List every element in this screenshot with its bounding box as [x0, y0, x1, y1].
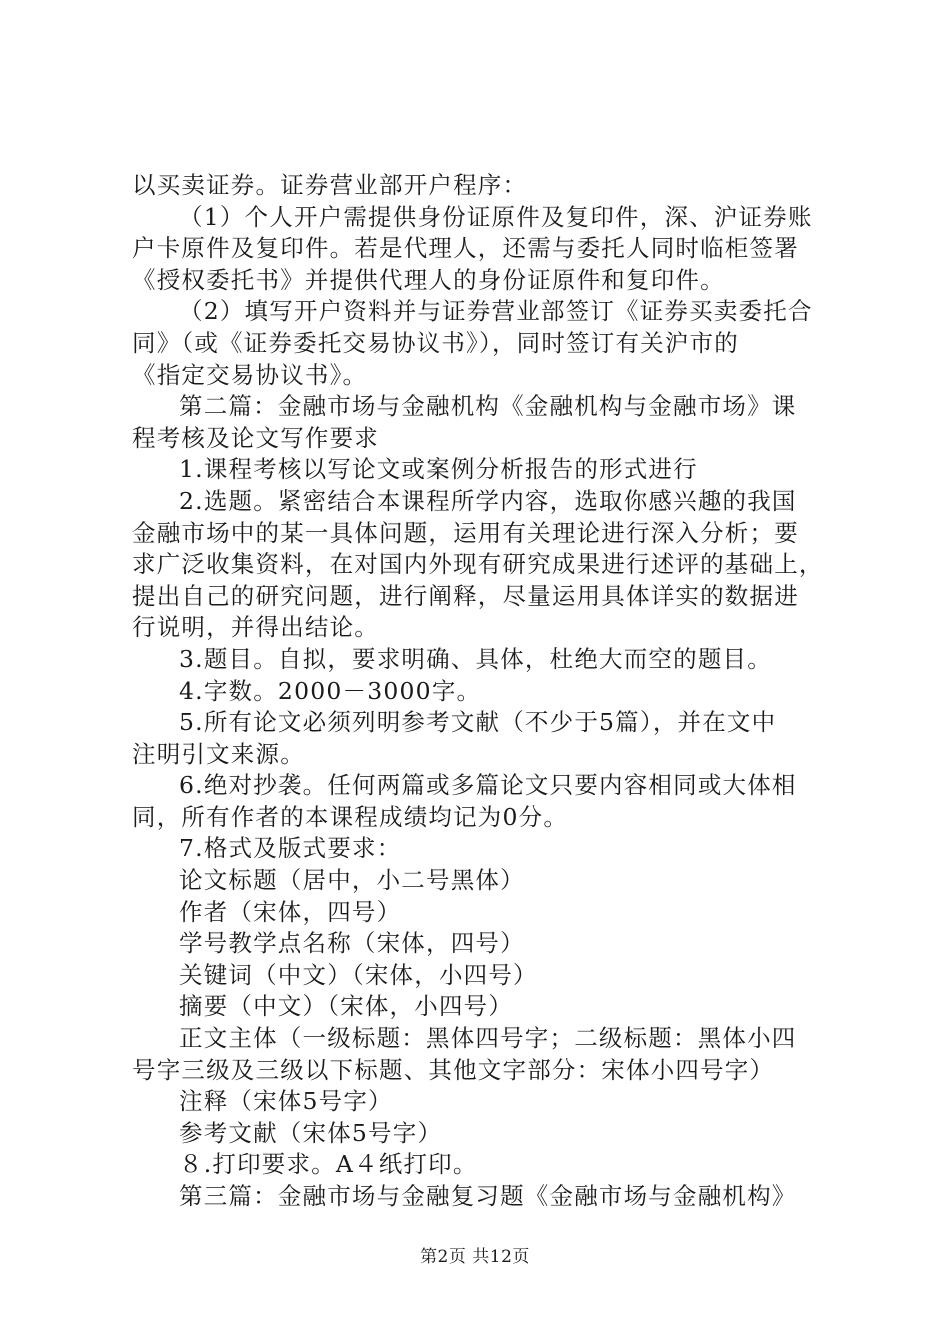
text-line: 户卡原件及复印件。若是代理人，还需与委托人同时临柜签署 — [132, 234, 799, 263]
text-line: ８.打印要求。A４纸打印。 — [179, 1150, 478, 1179]
section-heading: 第二篇：金融市场与金融机构《金融机构与金融市场》课 — [179, 392, 797, 421]
page-number-footer: 第2页 共12页 — [420, 1247, 530, 1267]
text-line: 5.所有论文必须列明参考文献（不少于5篇），并在文中 — [179, 708, 777, 737]
text-line: 6.绝对抄袭。任何两篇或多篇论文只要内容相同或大体相 — [179, 771, 797, 800]
format-item: 正文主体（一级标题：黑体四号字；二级标题：黑体小四 — [179, 1024, 797, 1053]
text-line: 金融市场中的某一具体问题，运用有关理论进行深入分析；要 — [132, 518, 799, 547]
format-item: 论文标题（居中，小二号黑体） — [179, 866, 525, 895]
text-line: 3.题目。自拟，要求明确、具体，杜绝大而空的题目。 — [179, 644, 772, 673]
text-line: 行说明，并得出结论。 — [132, 613, 379, 642]
format-item: 摘要（中文）（宋体，小四号） — [179, 992, 514, 1021]
text-line: 以买卖证券。证券营业部开户程序： — [132, 171, 528, 199]
section-heading: 第三篇：金融市场与金融复习题《金融市场与金融机构》 — [179, 1182, 797, 1210]
text-line: （2）填写开户资料并与证券营业部签订《证券买卖委托合 — [179, 297, 813, 326]
text-line: 《指定交易协议书》。 — [132, 360, 368, 389]
text-line: 同，所有作者的本课程成绩均记为0分。 — [132, 802, 569, 831]
format-item: 关键词（中文）（宋体，小四号） — [179, 960, 538, 989]
text-line: 4.字数。2000－3000字。 — [179, 676, 482, 705]
text-line: 《授权委托书》并提供代理人的身份证原件和复印件。 — [132, 265, 725, 294]
format-item: 作者（宋体，四号） — [179, 897, 402, 926]
text-line: 提出自己的研究问题，进行阐释，尽量运用具体详实的数据进 — [132, 581, 799, 610]
text-line: 1.课程考核以写论文或案例分析报告的形式进行 — [179, 455, 698, 484]
section-heading: 程考核及论文写作要求 — [132, 423, 379, 452]
format-item: 号字三级及三级以下标题、其他文字部分：宋体小四号字） — [132, 1055, 775, 1084]
text-line: （1）个人开户需提供身份证原件及复印件，深、沪证券账 — [179, 202, 813, 231]
format-item: 参考文献（宋体5号字） — [179, 1118, 443, 1147]
text-line: 2.选题。紧密结合本课程所学内容，选取你感兴趣的我国 — [179, 486, 797, 515]
text-line: 同》（或《证券委托交易协议书》），同时签订有关沪市的 — [132, 328, 739, 357]
text-line: 注明引文来源。 — [132, 739, 305, 768]
format-item: 注释（宋体5号字） — [179, 1087, 393, 1116]
format-item: 学号教学点名称（宋体，四号） — [179, 929, 525, 958]
text-line: 求广泛收集资料，在对国内外现有研究成果进行述评的基础上， — [132, 550, 824, 579]
document-body — [132, 170, 832, 1213]
text-line: 7.格式及版式要求： — [179, 834, 402, 863]
